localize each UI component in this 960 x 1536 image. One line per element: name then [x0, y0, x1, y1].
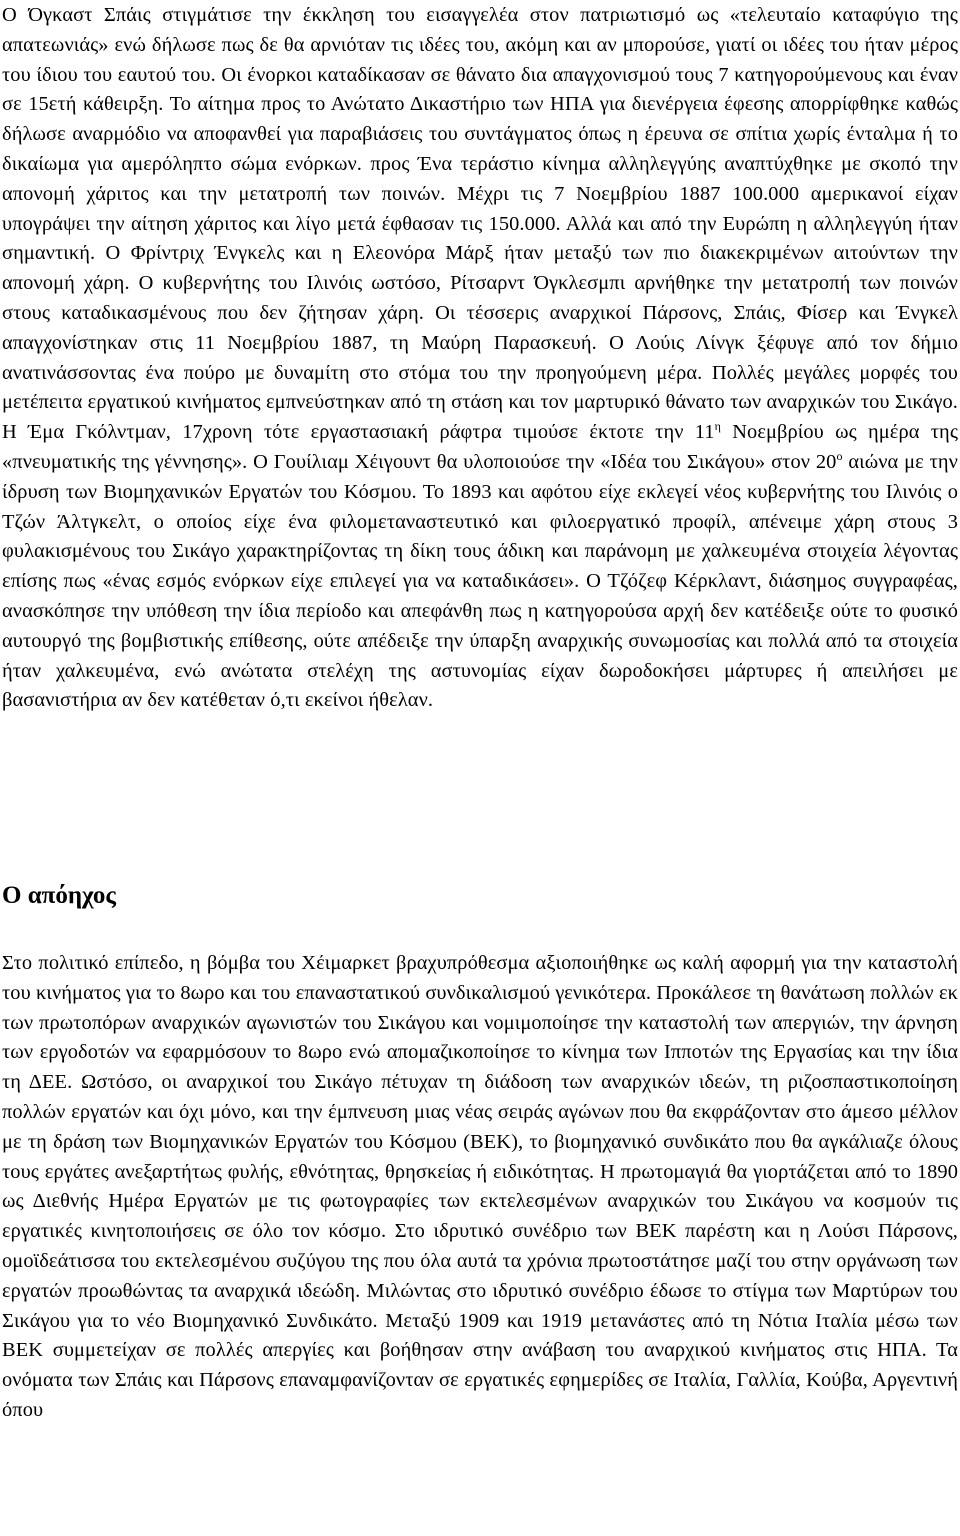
text-line: Μέχρι τις 7 Νοεμβρίου 1887 100.000 αμερικανοί είχαν υπογράψει την αίτηση χάριτος και: [2, 182, 959, 235]
text-line: τον κόσμο. Στο ιδρυτικό συνέδριο των ΒΕΚ παρέστη και η Λούσι Πάρσονς, ομοϊδεάτισσα: [2, 1220, 958, 1272]
superscript-omicron: ο: [836, 448, 843, 463]
section-heading: Ο απόηχος: [2, 882, 116, 909]
text-line: άρνηση των εργοδοτών να εφαρμόσουν το 8ωρο ενώ απομαζικοποίησε το κίνημα των: [2, 1011, 959, 1064]
text-line: αναρχικών αγωνιστών του Σικάγου και νομιμοποίησε την καταστολή των απεργιών, την: [151, 1011, 890, 1034]
text-line: Μαύρη Παρασκευή. Ο Λούις Λίνγκ ξέφυγε από τον δήμιο ανατινάσσοντας ένα πούρο με: [2, 331, 958, 384]
text-line: πρωτομαγιά θα γιορτάζεται από το 1890 ως Διεθνής Ημέρα Εργατών με τις φωτογραφίες: [2, 1160, 959, 1213]
text-line: αλληλεγγύης αναπτύχθηκε με σκοπό την απονομή χάριτος και την μετατροπή των ποινών.: [2, 152, 958, 205]
body-paragraph: [2, 1, 958, 716]
text-line: αγκάλιαζε όλους τους εργάτες ανεξαρτήτως φυλής, εθνότητας, θρησκείας ή ειδικότητας. Η: [2, 1130, 958, 1183]
text-line: των Σπάις και Πάρσονς επαναμφανίζονταν σε εργατικές εφημερίδες σε Ιταλία, Γαλλία, Κούβα, Αργεντινή όπου: [2, 1369, 958, 1421]
text-line: αναρχικοί Πάρσονς, Σπάις, Φίσερ και Ένγκελ απαγχονίστηκαν στις 11 Νοεμβρίου 1887, τη: [2, 301, 958, 354]
text-line: 1909 και 1919 μετανάστες από τη Νότια Ιταλία μέσω των ΒΕΚ συμμετείχαν σε πολλές: [2, 1309, 958, 1362]
text-line: ένταλμα ή το δικαίωμα για αμερόληπτο σώμα ενόρκων. προς Ένα τεράστιο κίνημα: [2, 123, 959, 175]
text-line: προς το Ανώτατο Δικαστήριο των ΗΠΑ για διενέργεια έφεσης απορρίφθηκε καθώς δήλωσε: [2, 93, 959, 146]
text-line: μάρτυρες ή απειλήσει με βασανιστήρια αν δεν κατέθεταν ό,τι εκείνοι ήθελαν.: [2, 659, 958, 712]
text-line: διάδοση των αναρχικών ιδεών, τη ριζοσπαστικοποίηση πολλών εργατών και όχι μόνο, και: [2, 1071, 958, 1123]
text-line: αιώνα με την ίδρυση των Βιομηχανικών Εργατών του: [2, 450, 958, 503]
text-line: των εκτελεσμένων αναρχικών του Σικάγου να κοσμούν τις εργατικές κινητοποιήσεις σε όλο: [2, 1190, 959, 1243]
text-line: του Σικάγο. Η Έμα Γκόλντμαν, 17χρονη τότε εργαστασιακή ράφτρα τιμούσε έκτοτε την 11: [2, 391, 958, 444]
text-line: αφορμή για την καταστολή του κινήματος για το 8ωρο και του επαναστατικού: [2, 952, 959, 1004]
text-line: τα στοιχεία ήταν χαλκευμένα, ενώ ανώτατα στελέχη της αστυνομίας είχαν δωροδοκήσει: [2, 629, 958, 682]
text-line: Ο Όγκαστ Σπάις στιγμάτισε την έκκληση του εισαγγελέα στον πατριωτισμό ως «τελευταίο: [2, 4, 821, 26]
text-line: Νοεμβρίου ως ημέρα της «πνευματικής της γέννησης». Ο Γουίλιαμ Χέιγουντ θα υλοποιούσε: [2, 421, 958, 473]
text-line: λίγο μετά έφθασαν τις 150.000. Αλλά και από την Ευρώπη η αλληλεγγύη ήταν σημαντική. Ο: [2, 212, 959, 265]
text-line: του εκτελεσμένου συζύγου της που όλα αυτά τα χρόνια πρωτοστάτησε μαζί του στην: [120, 1249, 831, 1272]
text-line: σε θάνατο δια απαγχονισμού τους 7 κατηγορούμενους και έναν σε 15ετή κάθειρξη. Το αίτημα: [2, 63, 959, 116]
text-line: καταδικάσει». Ο Τζόζεφ Κέρκλαντ, διάσημος συγγραφέας, ανασκόπησε την υπόθεση την: [2, 570, 958, 622]
text-line: χαλκευμένα στοιχεία λέγοντας επίσης πως «ένας εσμός ενόρκων είχε επιλεγεί για να: [2, 540, 959, 593]
text-line: την έμπνευση μιας νέας σειράς αγώνων που θα εκφράζονταν στο άμεσο μέλλον με τη δράση: [2, 1100, 958, 1153]
text-line: Φρίντριχ Ένγκελς και η Ελεονόρα Μάρξ ήταν μεταξύ των πιο διακεκριμένων αιτούντων την: [130, 242, 959, 265]
text-line: Ιπποτών της Εργασίας και την ίδια τη ΔΕΕ. Ωστόσο, οι αναρχικοί του Σικάγο πέτυχαν τη: [2, 1041, 959, 1094]
text-line: οποίος είχε ένα φιλομεταναστευτικό και φιλοεργατικό προφίλ, απένειμε χάρη στους 3: [176, 510, 958, 533]
text-line: εργατικού κινήματος εμπνεύστηκαν από τη στάση και τον μαρτυρικό θάνατο των αναρχικών: [87, 391, 856, 414]
text-line: των Βιομηχανικών Εργατών του Κόσμου (ΒΕΚ), το βιομηχανικό συνδικάτο που θα: [111, 1130, 813, 1153]
text-line: φυλακισμένους του Σικάγο χαρακτηρίζοντας τη δίκη τους άδικη και παράνομη με: [2, 540, 695, 563]
text-line: την «Ιδέα του Σικάγου» στον 20: [565, 450, 837, 473]
text-line: οργάνωση των εργατών προωθώντας τα αναρχικά ιδεώδη. Μιλώντας στο ιδρυτικό συνέδριο: [2, 1249, 958, 1302]
text-line: μπορούσε, γιατί οι ιδέες του ήταν μέρος του ίδιου του εαυτού του. Οι ένορκοι καταδίκασαν: [2, 33, 959, 86]
text-line: συνδικαλισμού γενικότερα. Προκάλεσε τη θανάτωση πολλών εκ των πρωτοπόρων: [2, 981, 958, 1034]
text-line: αναρμόδιο να αποφανθεί για παραβιάσεις του συντάγματος όπως η έρευνα σε σπίτια χωρίς: [72, 123, 841, 146]
text-line: απεργίες και βοήθησαν στην ανάβαση του αναρχικού κινήματος στις ΗΠΑ. Τα ονόματα: [2, 1339, 958, 1392]
text-line: Στο πολιτικό επίπεδο, η βόμβα του Χέιμαρκετ βραχυπρόθεσμα αξιοποιήθηκε ως καλή: [2, 952, 724, 974]
superscript-eta: η: [714, 419, 721, 434]
body-paragraph: [2, 949, 958, 1426]
text-line: της βομβιστικής επίθεσης, ούτε απέδειξε την ύπαρξη αναρχικής συνωμοσίας και πολλά από: [87, 629, 858, 652]
text-line: ίδια περίοδο και απεφάνθη πως η κατηγορούσα αρχή δεν κατέδειξε ούτε το φυσικό αυτουργό: [2, 599, 959, 652]
text-line: Κόσμου. Το 1893 και αφότου είχε εκλεγεί νέος κυβερνήτης του Ιλινόις ο Τζών Άλτγκελτ, ο: [2, 480, 958, 533]
text-line: καταφύγιο της απατεωνιάς» ενώ δήλωσε πως δε θα αρνιόταν τις ιδέες του, ακόμη και αν: [2, 4, 958, 56]
text-line: απονομή χάρη. Ο κυβερνήτης του Ιλινόις ωστόσο, Ρίτσαρντ Όγκλεσμπι αρνήθηκε την: [2, 272, 753, 295]
text-line: έδωσε το στίγμα των Μαρτύρων του Σικάγου για το νέο Βιομηχανικό Συνδικάτο. Μεταξύ: [2, 1279, 958, 1332]
text-line: δυναμίτη στο στόμα του την προηγούμενη μέρα. Πολλές μεγάλες μορφές του μετέπειτα: [2, 361, 958, 414]
text-line: μετατροπή των ποινών στους καταδικασμένους που δεν ζήτησαν χάρη. Οι τέσσερις: [2, 272, 958, 324]
